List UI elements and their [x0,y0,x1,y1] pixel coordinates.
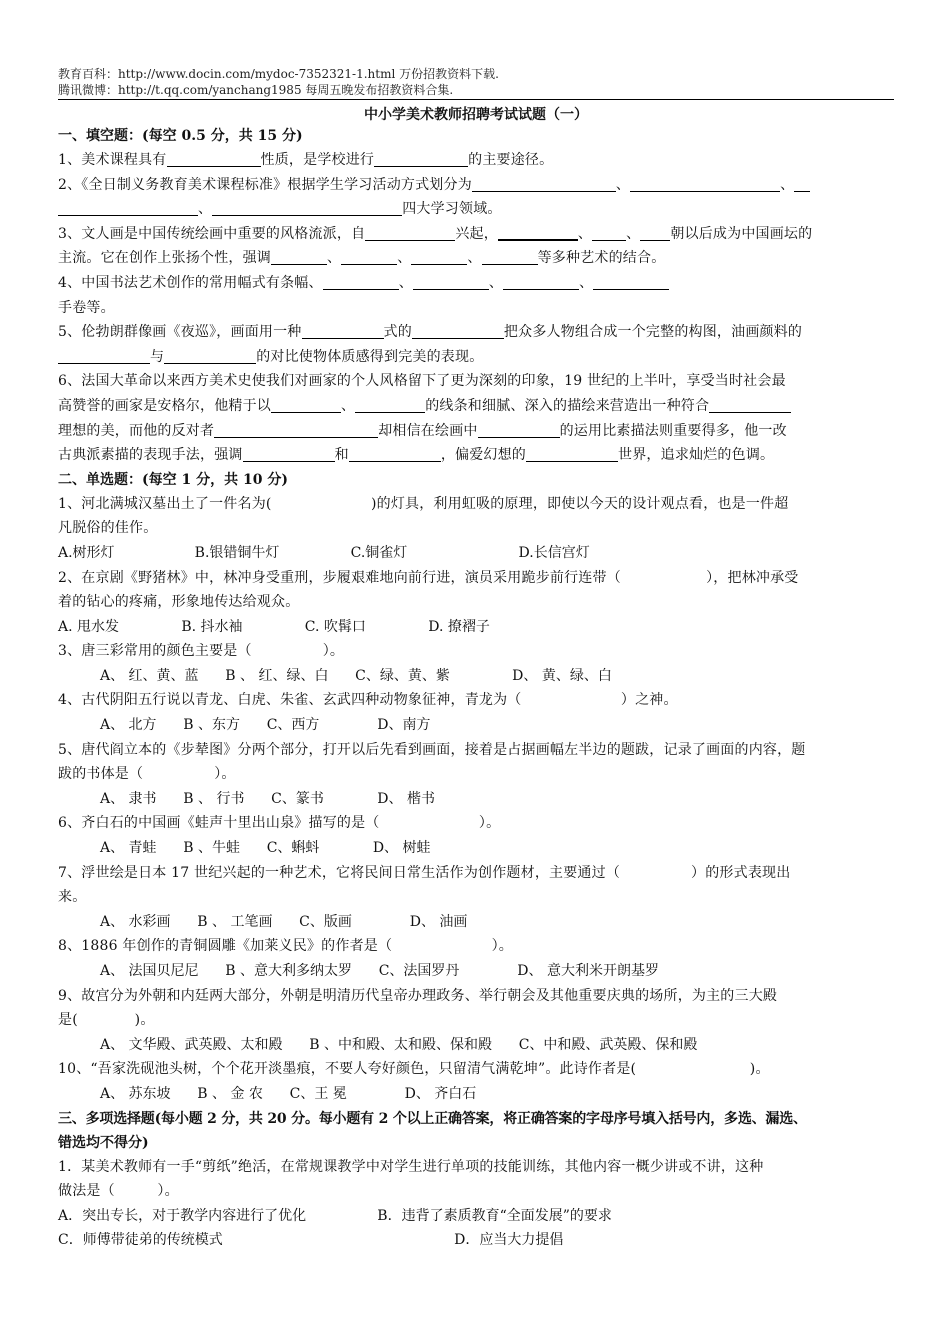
text: 四大学习领域。 [402,201,502,218]
blank[interactable] [593,274,669,290]
multi-question-1-line-2: 做法是（ ）。 [58,1183,179,1200]
section-multi-choice-heading-2: 错选均不得分) [58,1134,149,1151]
single-question-10-options: A、 苏东坡 B 、 金 农 C、王 冕 D、 齐白石 [100,1085,477,1102]
multi-question-1-line-1: 1．某美术教师有一手“剪纸”绝活，在常规课教学中对学生进行单项的技能训练，其他内容一概少讲或不讲，这种 [58,1158,764,1175]
single-question-1-line-2: 凡脱俗的佳作。 [58,520,158,537]
blank[interactable] [374,151,468,167]
blank[interactable] [341,249,397,265]
text: 的线条和细腻、深入的描绘来营造出一种符合 [425,397,710,414]
text: 、 [327,250,342,267]
fill-question-6-line-2 [58,394,894,419]
single-question-1-line-1: 1、河北满城汉墓出土了一件名为( )的灯具，利用虹吸的原理，即使以今天的设计观点看，也是一件超 [58,495,789,512]
blank[interactable] [212,200,402,216]
fill-question-6-line-4 [58,443,894,468]
text: 理想的美，而他的反对者 [58,422,215,439]
text: 、 [615,176,631,193]
text: 却相信在绘画中 [378,422,478,439]
fill-question-2-line-2 [58,197,894,222]
section-single-choice-heading: 二、单选题：(每空 1 分，共 10 分) [58,471,288,488]
text: 世界，追求灿烂的色调。 [618,447,775,464]
text: 式的 [383,324,412,341]
blank[interactable] [592,225,626,241]
blank[interactable] [214,422,378,438]
single-question-1-options: A.树形灯 B.银错铜牛灯 C.铜雀灯 D.长信宫灯 [58,544,590,561]
single-question-5-line-1: 5、唐代阎立本的《步辇图》分两个部分，打开以后先看到画面，接着是占据画幅左半边的题跋，记录了画面的内容，题 [58,741,806,758]
fill-question-5-line-1 [58,320,894,345]
text: 和 [334,447,349,464]
fill-question-6-line-3 [58,419,894,444]
text: 4、中国书法艺术创作的常用幅式有条幅、 [58,274,323,291]
single-question-3: 3、唐三彩常用的颜色主要是（ ）。 [58,643,345,660]
blank[interactable] [323,274,399,290]
header-line-1: 教育百科：http://www.docin.com/mydoc-7352321-1.html 万份招教资料下载. [58,67,499,81]
section-fill-blank-heading: 一、填空题：(每空 0.5 分，共 15 分) [58,128,303,144]
text: 、 [488,274,504,291]
blank[interactable] [167,151,261,167]
blank[interactable] [164,348,256,364]
single-question-6-options: A、 青蛙 B 、牛蛙 C、蝌蚪 D、 树蛙 [100,840,431,857]
blank[interactable] [271,249,327,265]
text: 、 [626,225,641,242]
blank[interactable] [630,176,780,192]
fill-question-2-line-1 [58,173,894,198]
blank[interactable] [58,200,198,216]
blank[interactable] [365,225,455,241]
single-question-2-line-1: 2、在京剧《野猪林》中，林冲身受重刑，步履艰难地向前行进，演员采用跪步前行连带（ ），把林冲承受 [58,569,799,586]
text: 把众多人物组合成一个完整的构图，油画颜料的 [503,324,803,341]
blank[interactable] [411,249,467,265]
blank[interactable] [271,397,341,413]
header-line-2: 腾讯微博：http://t.qq.com/yanchang1985 每周五晚发布招教资料合集. [58,83,454,97]
single-question-7-options: A、 水彩画 B 、 工笔画 C、版画 D、 油画 [100,913,468,930]
single-question-9-options: A、 文华殿、武英殿、太和殿 B 、中和殿、太和殿、保和殿 C、中和殿、武英殿、保和殿 [100,1036,698,1053]
text: 、 [780,176,795,193]
blank[interactable] [412,323,504,339]
text: 的对比使物体质感得到完美的表现。 [256,348,484,365]
blank[interactable] [482,249,538,265]
text: 、 [577,225,593,242]
blank[interactable] [498,224,578,241]
blank[interactable] [478,422,560,438]
exam-title: 中小学美术教师招聘考试试题（一） [364,107,588,123]
blank[interactable] [640,225,670,241]
text: ，偏爱幻想的 [440,447,527,464]
header-rule [58,99,894,100]
single-question-7-line-1: 7、浮世绘是日本 17 世纪兴起的一种艺术，它将民间日常生活作为创作题材，主要通过（ ）的形式表现出 [58,864,791,881]
multi-question-1-options-2: C．师傅带徒弟的传统模式 D．应当大力提倡 [58,1232,564,1249]
fill-question-3-line-1 [58,222,894,247]
fill-question-1 [58,148,894,173]
text: 5、伦勃朗群像画《夜巡》，画面用一种 [58,324,302,341]
multi-question-1-options-1: A．突出专长，对于教学内容进行了优化 B．违背了素质教育“全面发展”的要求 [58,1207,612,1224]
fill-question-5-line-2 [58,345,894,370]
text: 等多种艺术的结合。 [537,250,666,267]
single-question-8-options: A、 法国贝尼尼 B 、意大利多纳太罗 C、法国罗丹 D、 意大利米开朗基罗 [100,963,659,979]
fill-question-3-line-2 [58,246,894,271]
fill-question-4-line-2: 手卷等。 [58,299,115,316]
blank[interactable] [503,274,579,290]
text: 的运用比素描法则重要得多，他一改 [559,422,787,439]
single-question-2-options: A. 甩水发 B. 抖水袖 C. 吹髯口 D. 撩褶子 [58,618,490,635]
text: 、 [397,250,412,267]
fill-question-6-line-1: 6、法国大革命以来西方美术史使我们对画家的个人风格留下了更为深刻的印象，19 世纪的上半叶，享受当时社会最 [58,373,786,390]
text: 2、《全日制义务教育美术课程标准》根据学生学习活动方式划分为 [58,176,472,193]
section-multi-choice-heading-1: 三、多项选择题(每小题 2 分，共 20 分。每小题有 2 个以上正确答案，将正确答案的字母序号填入括号内，多选、漏选、 [58,1110,807,1127]
text: 1、美术课程具有 [58,152,167,168]
blank[interactable] [472,176,616,192]
fill-question-4-line-1 [58,271,894,296]
blank[interactable] [355,397,425,413]
text: 3、文人画是中国传统绘画中重要的风格流派，自 [58,225,366,242]
blank[interactable] [413,274,489,290]
text: 性质，是学校进行 [260,152,375,168]
single-question-10: 10、“吾家洗砚池头树，个个花开淡墨痕，不要人夸好颜色，只留清气满乾坤”。此诗作者是( )。 [58,1061,770,1078]
single-question-8: 8、1886 年创作的青铜圆雕《加莱义民》的作者是（ ）。 [58,938,513,955]
single-question-6: 6、齐白石的中国画《蛙声十里出山泉》描写的是（ ）。 [58,815,501,832]
single-question-9-line-2: 是( )。 [58,1012,155,1029]
exam-page [58,66,894,1253]
text: 高赞誉的画家是安格尔，他精于以 [58,397,271,414]
text: 、 [398,274,413,291]
blank[interactable] [349,446,441,462]
single-question-5-options: A、 隶书 B 、 行书 C、篆书 D、 楷书 [100,790,435,807]
blank[interactable] [243,446,335,462]
text: 古典派素描的表现手法，强调 [58,447,243,464]
text: 、 [198,201,213,218]
single-question-7-line-2: 来。 [58,889,87,906]
text: 与 [150,348,165,365]
single-question-4-options: A、 北方 B 、东方 C、西方 D、南方 [100,717,431,734]
text: 、 [467,250,482,267]
single-question-5-line-2: 跋的书体是（ ）。 [58,766,236,783]
text: 主流。它在创作上张扬个性，强调 [58,250,271,267]
blank[interactable] [709,397,791,413]
blank[interactable] [526,446,618,462]
text: 的主要途径。 [468,152,554,168]
single-question-4: 4、古代阴阳五行说以青龙、白虎、朱雀、玄武四种动物象征神，青龙为（ ）之神。 [58,692,678,709]
blank[interactable] [302,323,384,339]
blank[interactable] [58,348,150,364]
blank[interactable] [794,176,810,192]
text: 朝以后成为中国画坛的 [670,225,813,242]
single-question-2-line-2: 着的钻心的疼痛，形象地传达给观众。 [58,594,300,611]
text: 、 [341,397,356,414]
text: 兴起， [455,225,498,242]
single-question-9-line-1: 9、故宫分为外朝和内廷两大部分，外朝是明清历代皇帝办理政务、举行朝会及其他重要庆典的场所，为主的三大殿 [58,987,778,1004]
single-question-3-options: A、 红、黄、蓝 B 、 红、绿、白 C、绿、黄、紫 D、 黄、绿、白 [100,667,612,684]
text: 、 [579,274,594,291]
